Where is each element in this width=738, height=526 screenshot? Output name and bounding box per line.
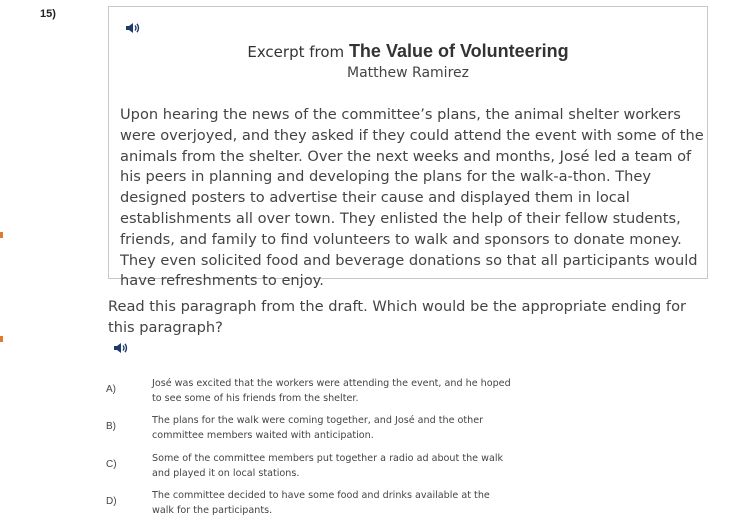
choice-text: The plans for the walk were coming together, and José and the other committee members waited with anticipation. <box>152 415 484 441</box>
edge-marks <box>0 232 3 342</box>
speaker-icon[interactable] <box>125 22 141 34</box>
question-prompt: Read this paragraph from the draft. Which would be the appropriate ending for this paragraph? <box>108 298 686 336</box>
choice-text: José was excited that the workers were attending the event, and he hoped to see some of his friends from the shelter. <box>152 378 511 404</box>
choice-letter: C) <box>106 459 117 470</box>
edge-mark-bottom <box>0 336 3 342</box>
choice-letter: B) <box>106 421 116 432</box>
excerpt-prefix: Excerpt from <box>247 43 345 61</box>
edge-mark-top <box>0 232 3 238</box>
choice-letter: A) <box>106 384 116 395</box>
passage-author: Matthew Ramirez <box>347 65 469 81</box>
question-number: 15) <box>40 8 56 20</box>
prompt-speaker-icon[interactable] <box>113 342 129 354</box>
choice-letter: D) <box>106 496 117 507</box>
choice-text: The committee decided to have some food and drinks available at the walk for the participants. <box>152 490 490 516</box>
choice-text: Some of the committee members put together a radio ad about the walk and played it on local stations. <box>152 453 504 479</box>
passage-body: Upon hearing the news of the committee’s plans, the animal shelter workers were overjoyed, and they asked if they could attend the event with some of the animals from the shelter. Over the next weeks and months, José led a team of his peers in planning and developing the plans for the walk-a-thon. They designed posters to advertise their cause and displayed them in local establishments all over town. They enlisted the help of their fellow students, friends, and family to find volunteers to walk and sponsors to donate money. They even solicited food and beverage donations so that all participants would have refreshments to enjoy. <box>120 106 704 290</box>
book-title: The Value of Volunteering <box>348 41 569 61</box>
passage-title <box>109 41 707 62</box>
passage-box <box>108 6 708 290</box>
